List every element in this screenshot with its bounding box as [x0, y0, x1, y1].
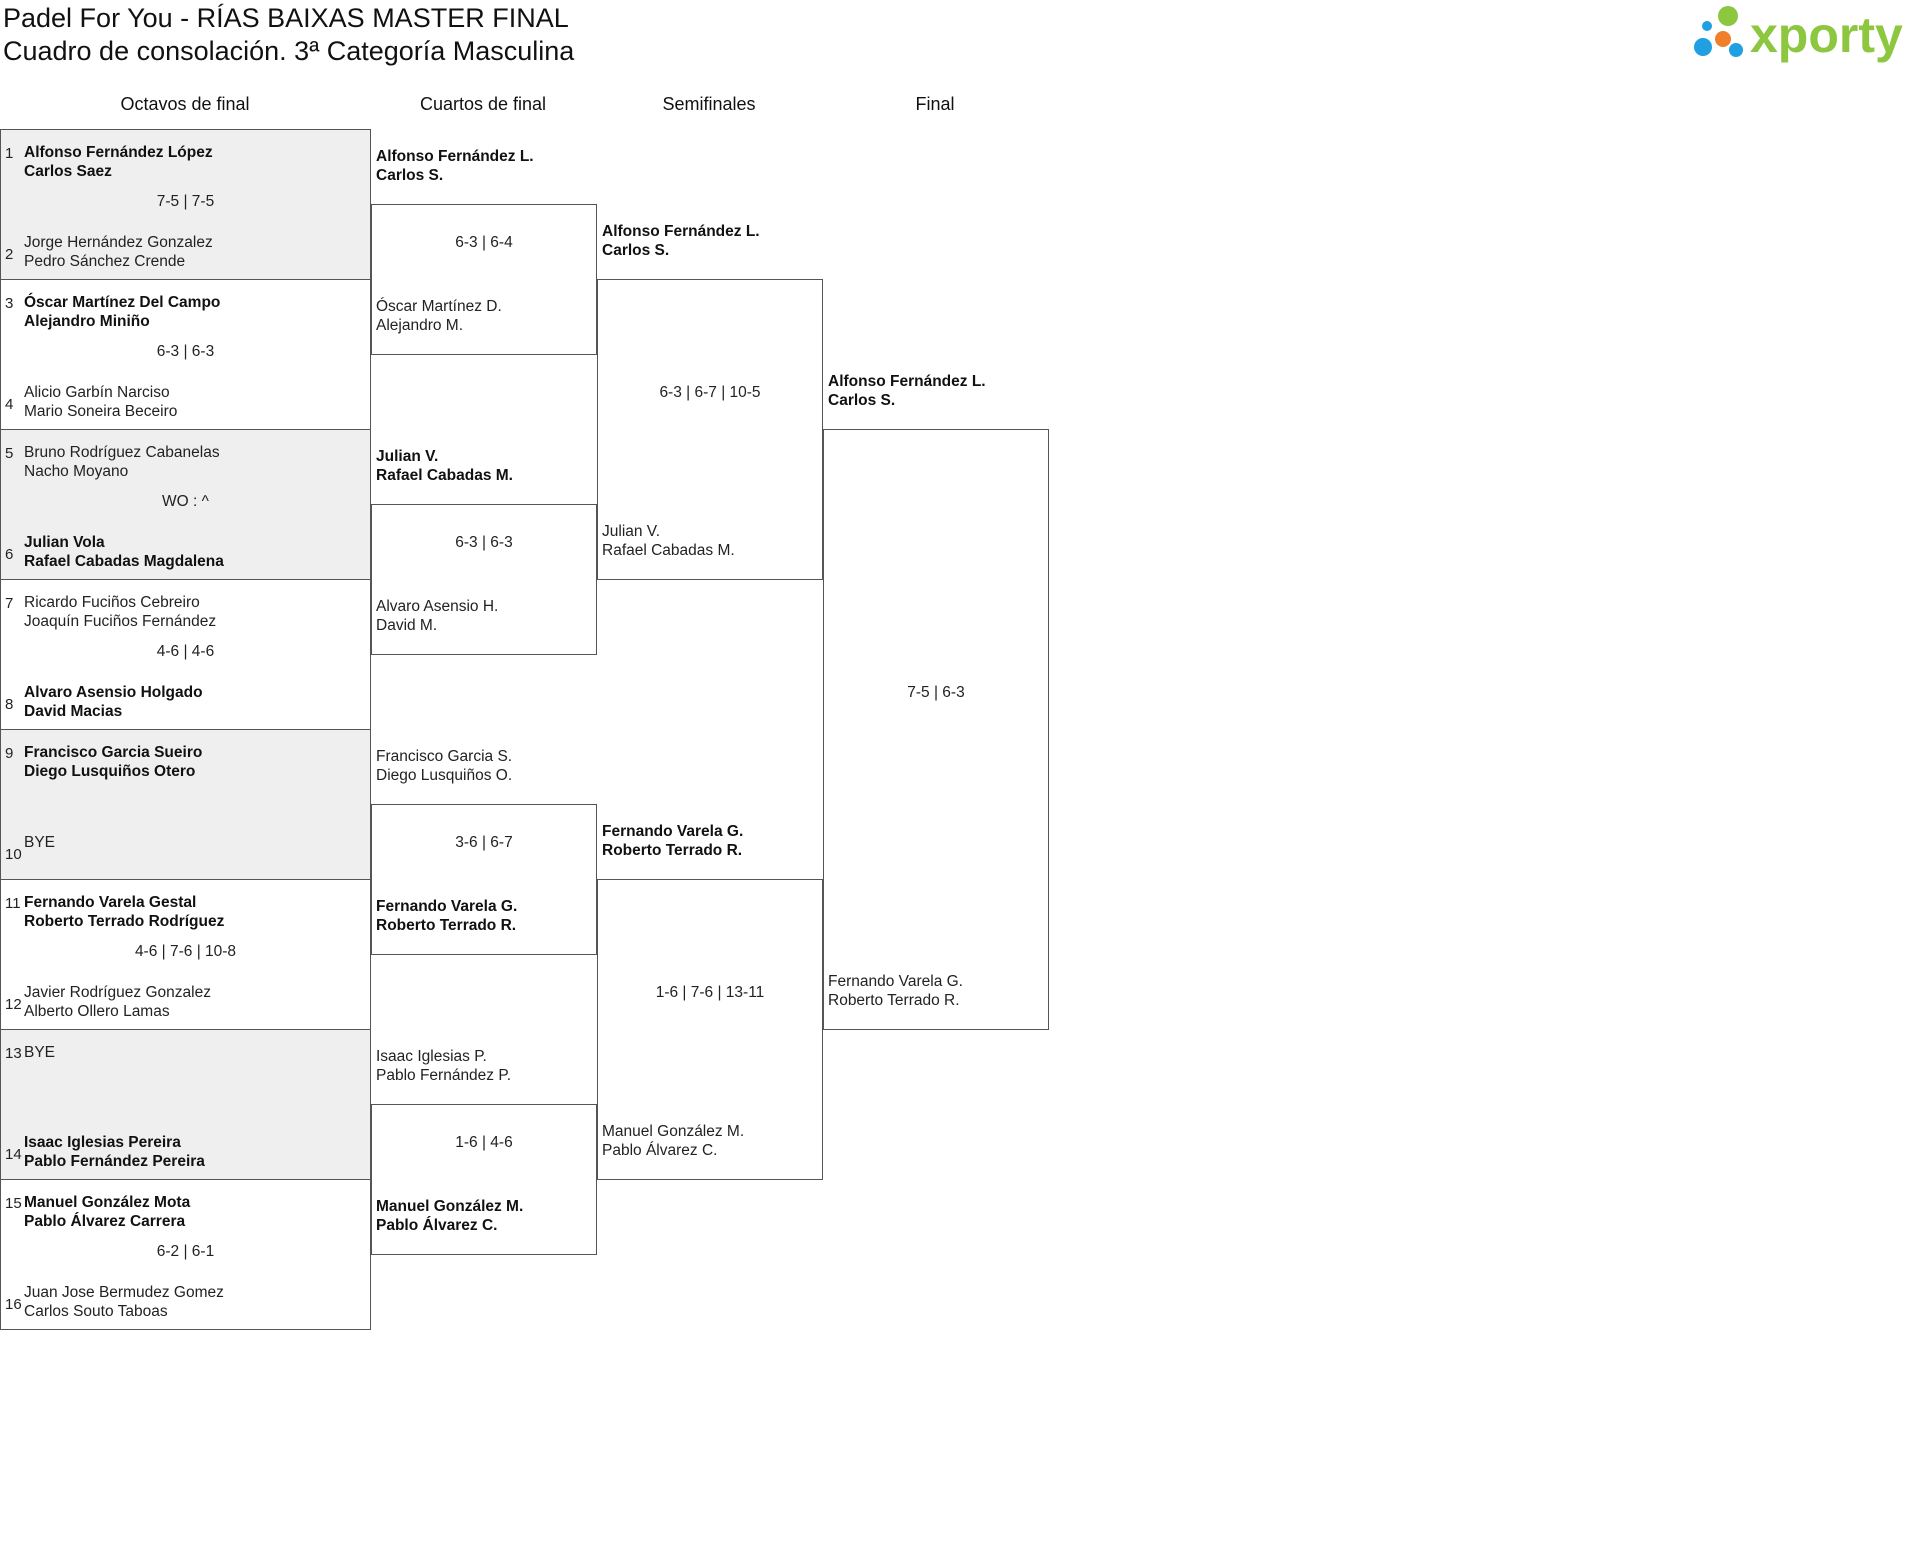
team-player-2: David M. [376, 617, 438, 634]
team-player-1: Isaac Iglesias Pereira [24, 1134, 181, 1151]
round-header-octavos: Octavos de final [120, 94, 250, 114]
seed-number: 10 [5, 846, 22, 863]
round-header-final: Final [915, 94, 955, 114]
match-score: WO : ^ [162, 493, 209, 510]
cuartos-team-bottom [376, 297, 502, 335]
match-score: 6-3 | 6-3 [156, 343, 215, 360]
octavos-team-bottom [24, 833, 55, 852]
team-player-1: Fernando Varela G. [828, 973, 963, 990]
cuartos-team-top [376, 147, 534, 185]
team-player-2: Mario Soneira Beceiro [24, 403, 178, 420]
team-player-2: Carlos Souto Taboas [24, 1303, 168, 1320]
team-player-1: Jorge Hernández Gonzalez [24, 234, 213, 251]
team-player-2: Pablo Álvarez C. [376, 1217, 498, 1234]
seed-number: 15 [5, 1195, 22, 1212]
team-player-1: Francisco Garcia S. [376, 748, 513, 765]
seed-number: 14 [5, 1146, 22, 1163]
seed-number: 8 [5, 696, 14, 713]
cuartos-team-bottom [376, 897, 517, 935]
team-player-2: Carlos S. [602, 242, 670, 259]
seed-number: 13 [5, 1045, 22, 1062]
match-score: 7-5 | 7-5 [156, 193, 215, 210]
team-player-2: Pablo Álvarez Carrera [24, 1213, 186, 1230]
team-player-1: Julian Vola [24, 534, 105, 551]
team-player-2: Pablo Fernández P. [376, 1067, 512, 1084]
team-player-2: Roberto Terrado R. [376, 917, 517, 934]
seed-number: 12 [5, 996, 22, 1013]
logo-wordmark: xporty [1750, 7, 1903, 63]
team-player-2: Roberto Terrado Rodríguez [24, 913, 225, 930]
seed-number: 9 [5, 745, 14, 762]
octavos-team-top [24, 1043, 55, 1062]
seed-number: 1 [5, 145, 14, 162]
octavos-team-top [24, 743, 202, 781]
semis-team-bottom [602, 522, 735, 560]
octavos-team-top [24, 593, 216, 631]
team-player-1: Ricardo Fuciños Cebreiro [24, 594, 200, 611]
octavos-team-top [24, 143, 213, 181]
team-player-2: Joaquín Fuciños Fernández [24, 613, 217, 630]
match-score: 6-3 | 6-4 [455, 234, 513, 251]
octavos-team-bottom [24, 1283, 224, 1321]
octavos-team-bottom [24, 533, 224, 571]
team-player-1: Manuel González Mota [24, 1194, 191, 1211]
seed-number: 11 [5, 895, 21, 912]
octavos-team-top [24, 1193, 190, 1231]
logo-dot-blue-left [1694, 38, 1712, 56]
seed-number: 7 [5, 595, 14, 612]
seed-number: 3 [5, 295, 14, 312]
team-player-1: Julian V. [376, 448, 439, 465]
team-player-1: Alfonso Fernández L. [376, 148, 534, 165]
cuartos-team-bottom [376, 1197, 523, 1235]
team-player-1: Alvaro Asensio H. [376, 598, 499, 615]
octavos-team-bottom [24, 1133, 205, 1171]
team-player-1: Manuel González M. [602, 1123, 745, 1140]
team-player-1: Manuel González M. [376, 1198, 524, 1215]
octavos-team-top [24, 293, 220, 331]
cuartos-team-top [376, 447, 513, 485]
cuartos-team-top [376, 747, 512, 785]
team-player-1: Fernando Varela G. [376, 898, 518, 915]
match-score: 7-5 | 6-3 [907, 684, 965, 701]
cuartos-team-top [376, 1047, 511, 1085]
team-player-2: Rafael Cabadas M. [602, 542, 735, 559]
team-player-2: Diego Lusquiños O. [376, 767, 513, 784]
team-player-2: Roberto Terrado R. [828, 992, 960, 1009]
team-player-1: Julian V. [602, 523, 661, 540]
logo-dot-orange [1715, 31, 1731, 47]
team-player-2: Carlos Saez [24, 163, 112, 180]
semis-team-top [602, 222, 760, 260]
match-score: 3-6 | 6-7 [455, 834, 513, 851]
team-player-1: BYE [24, 834, 56, 851]
team-player-2: Pablo Fernández Pereira [24, 1153, 205, 1170]
team-player-1: Isaac Iglesias P. [376, 1048, 487, 1065]
team-player-2: Carlos S. [828, 392, 896, 409]
match-score: 6-2 | 6-1 [156, 1243, 215, 1260]
octavos-team-bottom [24, 383, 177, 421]
semis-team-bottom [602, 1122, 744, 1160]
match-score: 6-3 | 6-3 [455, 534, 513, 551]
octavos-team-top [24, 893, 224, 931]
logo-dot-blue-small [1702, 21, 1712, 31]
round-header-cuartos: Cuartos de final [419, 94, 547, 114]
team-player-1: Alfonso Fernández L. [602, 223, 760, 240]
seed-number: 4 [5, 396, 14, 413]
round-header-semifinales: Semifinales [662, 94, 756, 114]
team-player-1: Alvaro Asensio Holgado [24, 684, 203, 701]
xporty-logo-mark [1690, 2, 1920, 70]
page-title: Padel For You - RÍAS BAIXAS MASTER FINAL [3, 3, 569, 33]
team-player-2: Nacho Moyano [24, 463, 129, 480]
octavos-team-bottom [24, 983, 211, 1021]
final-team-top [828, 372, 986, 410]
team-player-2: Alejandro M. [376, 317, 464, 334]
seed-number: 6 [5, 546, 14, 563]
cuartos-team-bottom [376, 597, 498, 635]
team-player-1: Óscar Martínez D. [376, 298, 502, 315]
match-score: 4-6 | 4-6 [156, 643, 215, 660]
match-score: 1-6 | 4-6 [455, 1134, 513, 1151]
match-score: 1-6 | 7-6 | 13-11 [655, 984, 765, 1001]
logo-dot-green-large [1718, 6, 1738, 26]
logo-dot-blue-right [1729, 43, 1743, 57]
seed-number: 2 [5, 246, 14, 263]
team-player-1: Juan Jose Bermudez Gomez [24, 1284, 224, 1301]
team-player-1: Alfonso Fernández L. [828, 373, 986, 390]
team-player-1: Óscar Martínez Del Campo [24, 294, 221, 311]
team-player-1: Alicio Garbín Narciso [24, 384, 170, 401]
team-player-1: Alfonso Fernández López [24, 144, 213, 161]
team-player-2: Diego Lusquiños Otero [24, 763, 196, 780]
octavos-team-bottom [24, 683, 203, 721]
match-score: 4-6 | 7-6 | 10-8 [134, 943, 237, 960]
team-player-2: Pablo Álvarez C. [602, 1142, 718, 1159]
final-team-bottom [828, 972, 963, 1010]
match-score: 6-3 | 6-7 | 10-5 [659, 384, 761, 401]
xporty-logo [1690, 2, 1920, 70]
team-player-2: Pedro Sánchez Crende [24, 253, 186, 270]
final-match-box [823, 429, 1049, 1030]
team-player-2: Carlos S. [376, 167, 444, 184]
team-player-1: Javier Rodríguez Gonzalez [24, 984, 211, 1001]
page-subtitle: Cuadro de consolación. 3ª Categoría Masculina [3, 36, 575, 66]
team-player-2: Roberto Terrado R. [602, 842, 743, 859]
team-player-2: David Macias [24, 703, 123, 720]
semis-team-top [602, 822, 743, 860]
team-player-1: BYE [24, 1044, 56, 1061]
team-player-2: Rafael Cabadas M. [376, 467, 513, 484]
octavos-team-top [24, 443, 220, 481]
team-player-1: Fernando Varela Gestal [24, 894, 197, 911]
team-player-2: Rafael Cabadas Magdalena [24, 553, 224, 570]
team-player-1: Bruno Rodríguez Cabanelas [24, 444, 220, 461]
seed-number: 16 [5, 1296, 22, 1313]
octavos-team-bottom [24, 233, 213, 271]
seed-number: 5 [5, 445, 14, 462]
team-player-2: Alberto Ollero Lamas [24, 1003, 170, 1020]
team-player-1: Francisco Garcia Sueiro [24, 744, 203, 761]
team-player-1: Fernando Varela G. [602, 823, 744, 840]
team-player-2: Alejandro Miniño [24, 313, 150, 330]
